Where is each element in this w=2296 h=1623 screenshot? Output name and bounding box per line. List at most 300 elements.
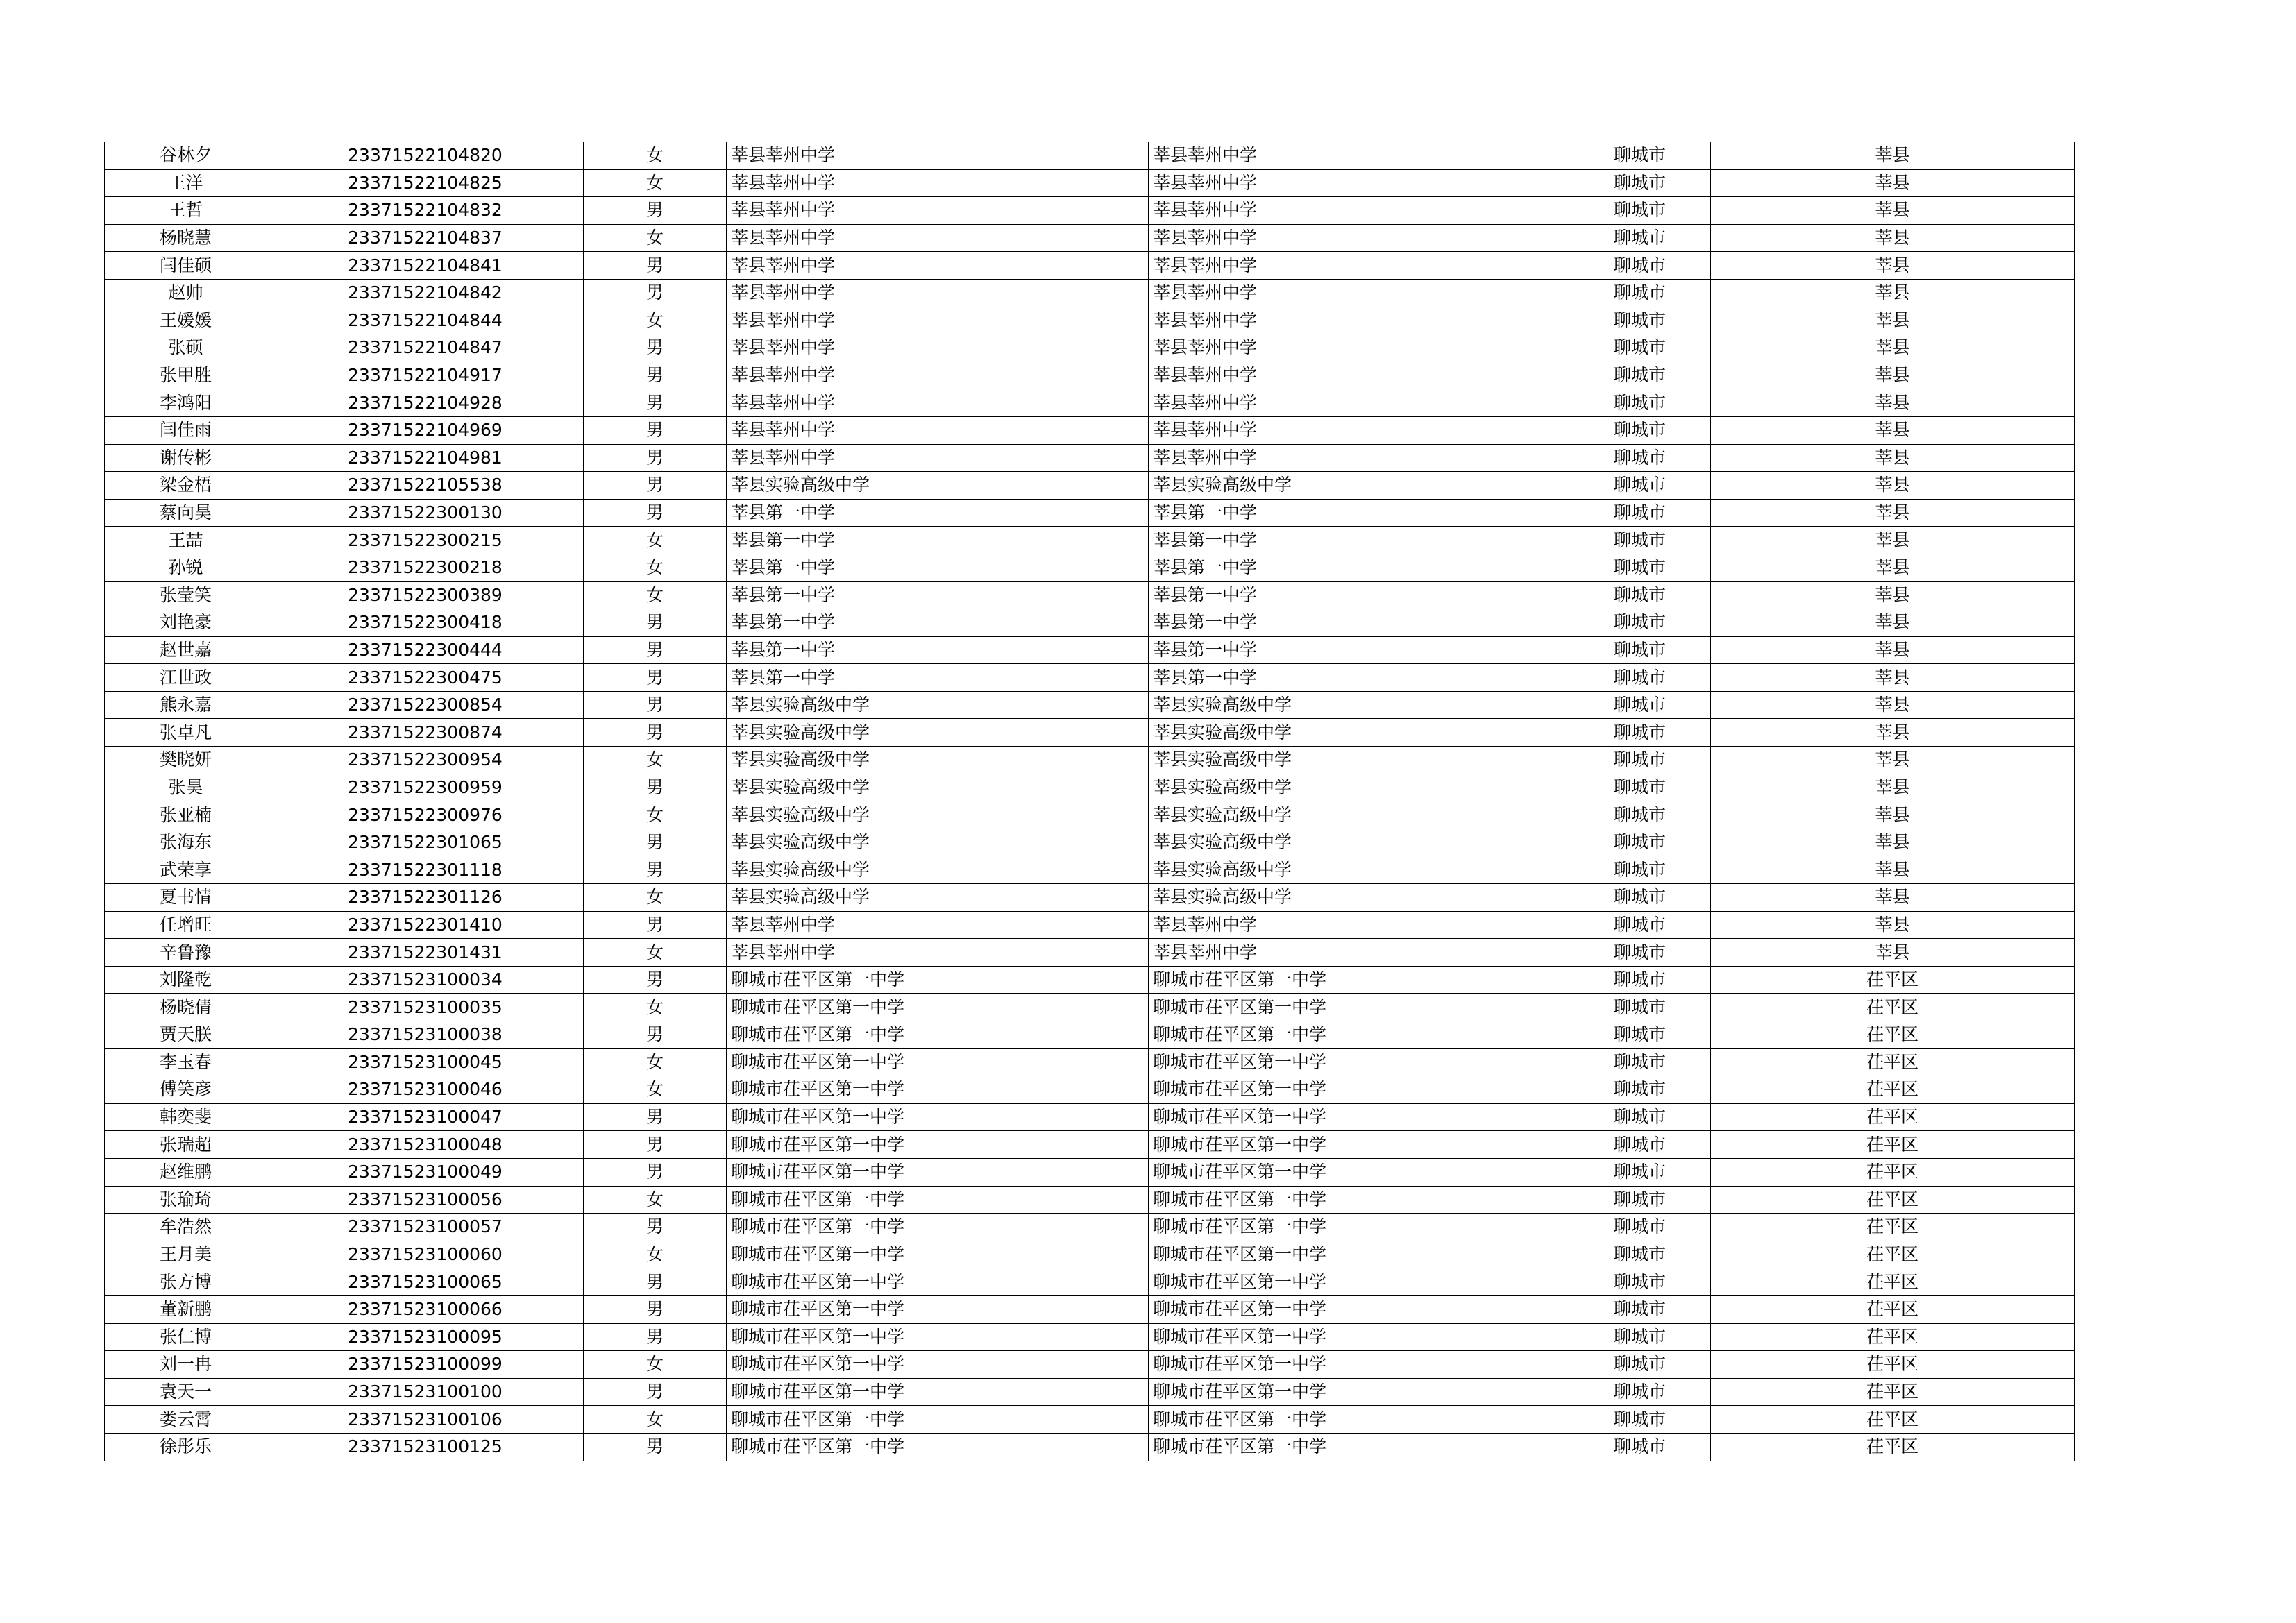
gender-cell: 男 (584, 1433, 727, 1461)
exam-site-cell: 莘县实验高级中学 (1149, 856, 1569, 884)
school-cell: 聊城市茌平区第一中学 (727, 966, 1149, 994)
exam-site-cell: 聊城市茌平区第一中学 (1149, 1048, 1569, 1076)
district-cell: 莘县 (1711, 829, 2075, 856)
name-cell: 董新鹏 (105, 1295, 267, 1323)
district-cell: 莘县 (1711, 527, 2075, 554)
exam-site-cell: 莘县第一中学 (1149, 554, 1569, 581)
school-cell: 莘县第一中学 (727, 499, 1149, 527)
table-row (105, 1214, 2075, 1241)
exam-site-cell: 聊城市茌平区第一中学 (1149, 1406, 1569, 1434)
exam-site-cell: 莘县莘州中学 (1149, 444, 1569, 472)
city-cell: 聊城市 (1569, 416, 1711, 444)
city-cell: 聊城市 (1569, 1186, 1711, 1214)
gender-cell: 男 (584, 389, 727, 417)
table-row (105, 389, 2075, 417)
exam-number-cell: 23371522300130 (267, 499, 584, 527)
district-cell: 莘县 (1711, 224, 2075, 252)
exam-number-cell: 23371523100046 (267, 1076, 584, 1104)
city-cell: 聊城市 (1569, 829, 1711, 856)
name-cell: 王哲 (105, 197, 267, 225)
name-cell: 张亚楠 (105, 801, 267, 829)
exam-site-cell: 莘县第一中学 (1149, 499, 1569, 527)
school-cell: 聊城市茌平区第一中学 (727, 994, 1149, 1021)
exam-site-cell: 莘县莘州中学 (1149, 362, 1569, 389)
name-cell: 梁金梧 (105, 472, 267, 500)
district-cell: 茌平区 (1711, 1103, 2075, 1131)
school-cell: 聊城市茌平区第一中学 (727, 1295, 1149, 1323)
city-cell: 聊城市 (1569, 801, 1711, 829)
district-cell: 莘县 (1711, 334, 2075, 362)
gender-cell: 男 (584, 279, 727, 307)
school-cell: 莘县实验高级中学 (727, 856, 1149, 884)
school-cell: 莘县实验高级中学 (727, 691, 1149, 719)
table-row (105, 362, 2075, 389)
gender-cell: 女 (584, 527, 727, 554)
name-cell: 牟浩然 (105, 1214, 267, 1241)
exam-site-cell: 莘县第一中学 (1149, 527, 1569, 554)
gender-cell: 男 (584, 829, 727, 856)
city-cell: 聊城市 (1569, 691, 1711, 719)
city-cell: 聊城市 (1569, 1295, 1711, 1323)
exam-number-cell: 23371522300854 (267, 691, 584, 719)
gender-cell: 男 (584, 774, 727, 801)
school-cell: 莘县实验高级中学 (727, 774, 1149, 801)
exam-number-cell: 23371522104842 (267, 279, 584, 307)
table-row (105, 1048, 2075, 1076)
school-cell: 莘县莘州中学 (727, 252, 1149, 280)
exam-site-cell: 聊城市茌平区第一中学 (1149, 1021, 1569, 1049)
exam-number-cell: 23371523100106 (267, 1406, 584, 1434)
exam-site-cell: 莘县莘州中学 (1149, 252, 1569, 280)
name-cell: 王洋 (105, 169, 267, 197)
name-cell: 江世政 (105, 664, 267, 692)
gender-cell: 男 (584, 334, 727, 362)
exam-site-cell: 莘县实验高级中学 (1149, 829, 1569, 856)
name-cell: 张瑞超 (105, 1131, 267, 1159)
name-cell: 张硕 (105, 334, 267, 362)
table-row (105, 1131, 2075, 1159)
name-cell: 王喆 (105, 527, 267, 554)
district-cell: 茌平区 (1711, 1214, 2075, 1241)
name-cell: 张海东 (105, 829, 267, 856)
gender-cell: 男 (584, 1323, 727, 1351)
table-row (105, 1076, 2075, 1104)
city-cell: 聊城市 (1569, 252, 1711, 280)
name-cell: 刘一冉 (105, 1351, 267, 1379)
exam-number-cell: 23371523100038 (267, 1021, 584, 1049)
school-cell: 聊城市茌平区第一中学 (727, 1021, 1149, 1049)
district-cell: 茌平区 (1711, 994, 2075, 1021)
table-row (105, 444, 2075, 472)
district-cell: 茌平区 (1711, 1406, 2075, 1434)
city-cell: 聊城市 (1569, 389, 1711, 417)
district-cell: 莘县 (1711, 856, 2075, 884)
exam-number-cell: 23371522300218 (267, 554, 584, 581)
exam-number-cell: 23371522300976 (267, 801, 584, 829)
exam-site-cell: 莘县第一中学 (1149, 636, 1569, 664)
city-cell: 聊城市 (1569, 1103, 1711, 1131)
exam-site-cell: 聊城市茌平区第一中学 (1149, 1158, 1569, 1186)
exam-site-cell: 莘县实验高级中学 (1149, 472, 1569, 500)
name-cell: 杨晓慧 (105, 224, 267, 252)
city-cell: 聊城市 (1569, 224, 1711, 252)
city-cell: 聊城市 (1569, 994, 1711, 1021)
table-row (105, 499, 2075, 527)
name-cell: 樊晓妍 (105, 747, 267, 774)
exam-number-cell: 23371523100066 (267, 1295, 584, 1323)
exam-site-cell: 莘县莘州中学 (1149, 939, 1569, 967)
name-cell: 韩奕斐 (105, 1103, 267, 1131)
exam-number-cell: 23371522104825 (267, 169, 584, 197)
table-row (105, 197, 2075, 225)
name-cell: 袁天一 (105, 1378, 267, 1406)
gender-cell: 男 (584, 1268, 727, 1296)
city-cell: 聊城市 (1569, 884, 1711, 912)
city-cell: 聊城市 (1569, 1323, 1711, 1351)
exam-number-cell: 23371522301431 (267, 939, 584, 967)
exam-site-cell: 聊城市茌平区第一中学 (1149, 1076, 1569, 1104)
city-cell: 聊城市 (1569, 1048, 1711, 1076)
district-cell: 茌平区 (1711, 1021, 2075, 1049)
gender-cell: 男 (584, 1214, 727, 1241)
name-cell: 贾天朕 (105, 1021, 267, 1049)
name-cell: 张卓凡 (105, 719, 267, 747)
district-cell: 茌平区 (1711, 1241, 2075, 1268)
exam-site-cell: 聊城市茌平区第一中学 (1149, 1378, 1569, 1406)
gender-cell: 男 (584, 966, 727, 994)
district-cell: 莘县 (1711, 554, 2075, 581)
district-cell: 莘县 (1711, 444, 2075, 472)
gender-cell: 女 (584, 581, 727, 609)
city-cell: 聊城市 (1569, 856, 1711, 884)
gender-cell: 男 (584, 691, 727, 719)
school-cell: 莘县莘州中学 (727, 224, 1149, 252)
table-row (105, 747, 2075, 774)
school-cell: 莘县莘州中学 (727, 334, 1149, 362)
gender-cell: 女 (584, 169, 727, 197)
district-cell: 莘县 (1711, 307, 2075, 334)
district-cell: 茌平区 (1711, 1295, 2075, 1323)
district-cell: 莘县 (1711, 664, 2075, 692)
school-cell: 聊城市茌平区第一中学 (727, 1158, 1149, 1186)
exam-site-cell: 聊城市茌平区第一中学 (1149, 1214, 1569, 1241)
exam-number-cell: 23371522300215 (267, 527, 584, 554)
exam-number-cell: 23371523100099 (267, 1351, 584, 1379)
city-cell: 聊城市 (1569, 1158, 1711, 1186)
name-cell: 李玉春 (105, 1048, 267, 1076)
exam-site-cell: 莘县实验高级中学 (1149, 774, 1569, 801)
exam-site-cell: 聊城市茌平区第一中学 (1149, 1323, 1569, 1351)
school-cell: 聊城市茌平区第一中学 (727, 1433, 1149, 1461)
exam-site-cell: 聊城市茌平区第一中学 (1149, 966, 1569, 994)
city-cell: 聊城市 (1569, 279, 1711, 307)
school-cell: 莘县实验高级中学 (727, 829, 1149, 856)
city-cell: 聊城市 (1569, 939, 1711, 967)
gender-cell: 女 (584, 1351, 727, 1379)
name-cell: 刘艳豪 (105, 609, 267, 637)
table-row (105, 801, 2075, 829)
exam-number-cell: 23371522300959 (267, 774, 584, 801)
city-cell: 聊城市 (1569, 499, 1711, 527)
exam-site-cell: 莘县实验高级中学 (1149, 801, 1569, 829)
name-cell: 张方博 (105, 1268, 267, 1296)
name-cell: 王月美 (105, 1241, 267, 1268)
exam-site-cell: 莘县莘州中学 (1149, 197, 1569, 225)
district-cell: 茌平区 (1711, 1131, 2075, 1159)
school-cell: 聊城市茌平区第一中学 (727, 1241, 1149, 1268)
table-row (105, 856, 2075, 884)
gender-cell: 男 (584, 362, 727, 389)
exam-site-cell: 莘县莘州中学 (1149, 416, 1569, 444)
school-cell: 莘县莘州中学 (727, 444, 1149, 472)
school-cell: 莘县莘州中学 (727, 939, 1149, 967)
name-cell: 辛鲁豫 (105, 939, 267, 967)
name-cell: 赵维鹏 (105, 1158, 267, 1186)
name-cell: 闫佳雨 (105, 416, 267, 444)
city-cell: 聊城市 (1569, 197, 1711, 225)
district-cell: 茌平区 (1711, 1048, 2075, 1076)
table-row (105, 1241, 2075, 1268)
school-cell: 莘县实验高级中学 (727, 472, 1149, 500)
exam-number-cell: 23371522300389 (267, 581, 584, 609)
exam-site-cell: 聊城市茌平区第一中学 (1149, 1351, 1569, 1379)
table-row (105, 224, 2075, 252)
exam-site-cell: 莘县莘州中学 (1149, 334, 1569, 362)
city-cell: 聊城市 (1569, 169, 1711, 197)
city-cell: 聊城市 (1569, 636, 1711, 664)
gender-cell: 女 (584, 747, 727, 774)
exam-number-cell: 23371523100048 (267, 1131, 584, 1159)
exam-number-cell: 23371522301410 (267, 911, 584, 939)
exam-number-cell: 23371522104969 (267, 416, 584, 444)
gender-cell: 男 (584, 664, 727, 692)
table-row (105, 1295, 2075, 1323)
gender-cell: 男 (584, 1378, 727, 1406)
name-cell: 张莹笑 (105, 581, 267, 609)
gender-cell: 女 (584, 1241, 727, 1268)
city-cell: 聊城市 (1569, 581, 1711, 609)
exam-number-cell: 23371522104847 (267, 334, 584, 362)
district-cell: 茌平区 (1711, 1378, 2075, 1406)
exam-number-cell: 23371523100125 (267, 1433, 584, 1461)
exam-number-cell: 23371522301065 (267, 829, 584, 856)
district-cell: 莘县 (1711, 499, 2075, 527)
district-cell: 莘县 (1711, 581, 2075, 609)
table-row (105, 554, 2075, 581)
exam-number-cell: 23371523100034 (267, 966, 584, 994)
school-cell: 聊城市茌平区第一中学 (727, 1323, 1149, 1351)
exam-site-cell: 莘县实验高级中学 (1149, 884, 1569, 912)
school-cell: 聊城市茌平区第一中学 (727, 1186, 1149, 1214)
exam-number-cell: 23371523100056 (267, 1186, 584, 1214)
name-cell: 张昊 (105, 774, 267, 801)
table-row (105, 691, 2075, 719)
school-cell: 聊城市茌平区第一中学 (727, 1131, 1149, 1159)
district-cell: 莘县 (1711, 747, 2075, 774)
gender-cell: 男 (584, 911, 727, 939)
table-row (105, 609, 2075, 637)
exam-site-cell: 聊城市茌平区第一中学 (1149, 1241, 1569, 1268)
district-cell: 茌平区 (1711, 1268, 2075, 1296)
district-cell: 莘县 (1711, 472, 2075, 500)
city-cell: 聊城市 (1569, 307, 1711, 334)
exam-site-cell: 莘县第一中学 (1149, 609, 1569, 637)
table-row (105, 829, 2075, 856)
school-cell: 莘县第一中学 (727, 609, 1149, 637)
table-row (105, 664, 2075, 692)
exam-number-cell: 23371523100047 (267, 1103, 584, 1131)
table-row (105, 169, 2075, 197)
table-row (105, 1268, 2075, 1296)
district-cell: 莘县 (1711, 911, 2075, 939)
gender-cell: 男 (584, 636, 727, 664)
exam-site-cell: 莘县莘州中学 (1149, 169, 1569, 197)
exam-number-cell: 23371522300444 (267, 636, 584, 664)
exam-site-cell: 莘县莘州中学 (1149, 279, 1569, 307)
name-cell: 任增旺 (105, 911, 267, 939)
table-row (105, 1378, 2075, 1406)
table-row (105, 307, 2075, 334)
exam-site-cell: 聊城市茌平区第一中学 (1149, 1268, 1569, 1296)
gender-cell: 男 (584, 416, 727, 444)
school-cell: 莘县莘州中学 (727, 911, 1149, 939)
exam-number-cell: 23371522300874 (267, 719, 584, 747)
name-cell: 蔡向昊 (105, 499, 267, 527)
exam-site-cell: 莘县莘州中学 (1149, 224, 1569, 252)
exam-number-cell: 23371522104841 (267, 252, 584, 280)
district-cell: 茌平区 (1711, 1433, 2075, 1461)
city-cell: 聊城市 (1569, 609, 1711, 637)
district-cell: 茌平区 (1711, 1351, 2075, 1379)
name-cell: 闫佳硕 (105, 252, 267, 280)
gender-cell: 女 (584, 307, 727, 334)
school-cell: 莘县实验高级中学 (727, 801, 1149, 829)
name-cell: 张瑜琦 (105, 1186, 267, 1214)
city-cell: 聊城市 (1569, 1131, 1711, 1159)
school-cell: 莘县实验高级中学 (727, 884, 1149, 912)
gender-cell: 男 (584, 1021, 727, 1049)
exam-site-cell: 莘县实验高级中学 (1149, 691, 1569, 719)
table-row (105, 334, 2075, 362)
exam-number-cell: 23371523100045 (267, 1048, 584, 1076)
name-cell: 熊永嘉 (105, 691, 267, 719)
roster-table (104, 142, 2075, 1461)
school-cell: 莘县莘州中学 (727, 142, 1149, 170)
table-row (105, 279, 2075, 307)
table-row (105, 581, 2075, 609)
exam-number-cell: 23371522104917 (267, 362, 584, 389)
gender-cell: 男 (584, 1158, 727, 1186)
name-cell: 徐彤乐 (105, 1433, 267, 1461)
gender-cell: 男 (584, 252, 727, 280)
gender-cell: 男 (584, 444, 727, 472)
table-row (105, 472, 2075, 500)
table-row (105, 416, 2075, 444)
table-row (105, 1186, 2075, 1214)
city-cell: 聊城市 (1569, 334, 1711, 362)
exam-number-cell: 23371523100095 (267, 1323, 584, 1351)
name-cell: 张甲胜 (105, 362, 267, 389)
table-row (105, 1433, 2075, 1461)
table-row (105, 1323, 2075, 1351)
gender-cell: 男 (584, 472, 727, 500)
name-cell: 武荣享 (105, 856, 267, 884)
exam-number-cell: 23371522104981 (267, 444, 584, 472)
city-cell: 聊城市 (1569, 1214, 1711, 1241)
district-cell: 莘县 (1711, 389, 2075, 417)
exam-number-cell: 23371522300954 (267, 747, 584, 774)
table-row (105, 994, 2075, 1021)
city-cell: 聊城市 (1569, 1021, 1711, 1049)
district-cell: 茌平区 (1711, 1076, 2075, 1104)
city-cell: 聊城市 (1569, 1076, 1711, 1104)
city-cell: 聊城市 (1569, 472, 1711, 500)
exam-site-cell: 莘县第一中学 (1149, 581, 1569, 609)
gender-cell: 男 (584, 719, 727, 747)
table-row (105, 911, 2075, 939)
exam-site-cell: 聊城市茌平区第一中学 (1149, 1103, 1569, 1131)
name-cell: 李鸿阳 (105, 389, 267, 417)
exam-number-cell: 23371522104832 (267, 197, 584, 225)
table-row (105, 636, 2075, 664)
table-row (105, 939, 2075, 967)
city-cell: 聊城市 (1569, 1433, 1711, 1461)
exam-site-cell: 聊城市茌平区第一中学 (1149, 1433, 1569, 1461)
exam-site-cell: 莘县莘州中学 (1149, 142, 1569, 170)
district-cell: 莘县 (1711, 609, 2075, 637)
school-cell: 聊城市茌平区第一中学 (727, 1406, 1149, 1434)
table-row (105, 252, 2075, 280)
name-cell: 娄云霄 (105, 1406, 267, 1434)
exam-number-cell: 23371522104820 (267, 142, 584, 170)
exam-site-cell: 聊城市茌平区第一中学 (1149, 1131, 1569, 1159)
gender-cell: 女 (584, 1076, 727, 1104)
school-cell: 莘县莘州中学 (727, 416, 1149, 444)
gender-cell: 男 (584, 1103, 727, 1131)
exam-number-cell: 23371522300418 (267, 609, 584, 637)
exam-number-cell: 23371522104844 (267, 307, 584, 334)
gender-cell: 女 (584, 994, 727, 1021)
school-cell: 聊城市茌平区第一中学 (727, 1048, 1149, 1076)
table-row (105, 966, 2075, 994)
name-cell: 王媛媛 (105, 307, 267, 334)
school-cell: 莘县莘州中学 (727, 169, 1149, 197)
city-cell: 聊城市 (1569, 444, 1711, 472)
gender-cell: 女 (584, 224, 727, 252)
name-cell: 赵世嘉 (105, 636, 267, 664)
table-row (105, 1103, 2075, 1131)
school-cell: 莘县实验高级中学 (727, 719, 1149, 747)
school-cell: 莘县莘州中学 (727, 362, 1149, 389)
district-cell: 莘县 (1711, 884, 2075, 912)
school-cell: 莘县第一中学 (727, 554, 1149, 581)
school-cell: 莘县莘州中学 (727, 197, 1149, 225)
gender-cell: 女 (584, 554, 727, 581)
gender-cell: 女 (584, 1048, 727, 1076)
gender-cell: 女 (584, 801, 727, 829)
district-cell: 莘县 (1711, 774, 2075, 801)
name-cell: 赵帅 (105, 279, 267, 307)
table-row (105, 774, 2075, 801)
name-cell: 谢传彬 (105, 444, 267, 472)
district-cell: 莘县 (1711, 142, 2075, 170)
table-row (105, 527, 2075, 554)
name-cell: 谷林夕 (105, 142, 267, 170)
gender-cell: 男 (584, 609, 727, 637)
district-cell: 莘县 (1711, 416, 2075, 444)
exam-site-cell: 聊城市茌平区第一中学 (1149, 1295, 1569, 1323)
district-cell: 茌平区 (1711, 1158, 2075, 1186)
